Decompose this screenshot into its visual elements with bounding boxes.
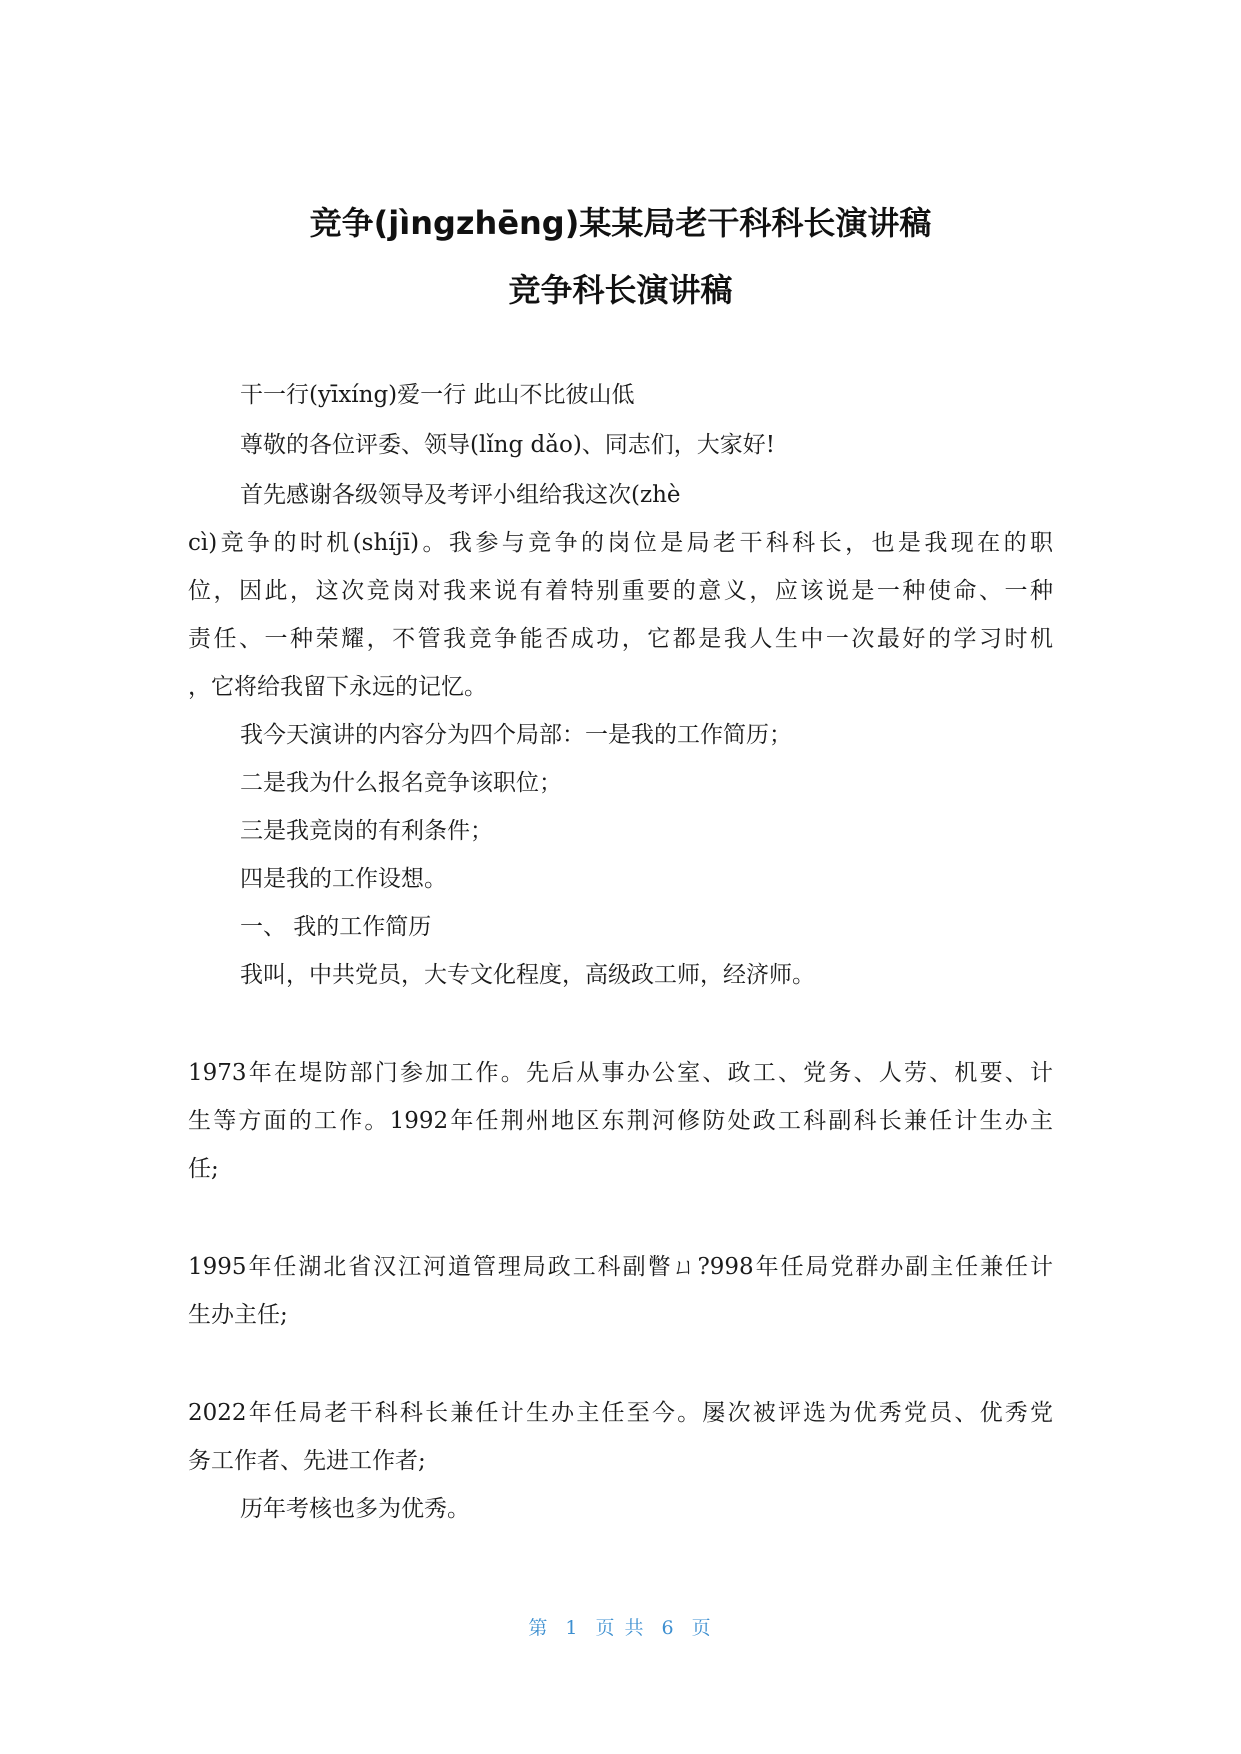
body-line: 我今天演讲的内容分为四个局部：一是我的工作简历；	[240, 722, 792, 748]
body-line: 干一行(yīxíng)爱一行 此山不比彼山低	[240, 382, 635, 408]
body-line: cì)竞争的时机(shíjī)。我参与竞争的岗位是局老干科科长，也是我现在的职	[188, 530, 1053, 556]
body-line: 1973年在堤防部门参加工作。先后从事办公室、政工、党务、人劳、机要、计	[188, 1060, 1053, 1086]
body-line: 尊敬的各位评委、领导(lǐng dǎo)、同志们，大家好!	[240, 432, 776, 458]
footer-label: 第	[528, 1617, 550, 1639]
total-pages-number: 6	[661, 1617, 676, 1639]
page-footer	[0, 1613, 1241, 1640]
footer-label: 页	[691, 1617, 713, 1639]
body-line: 位，因此，这次竞岗对我来说有着特别重要的意义，应该说是一种使命、一种	[188, 578, 1053, 604]
body-line: 生等方面的工作。1992年任荆州地区东荆河修防处政工科副科长兼任计生办主	[188, 1108, 1053, 1134]
body-line: 我叫，中共党员，大专文化程度，高级政工师，经济师。	[240, 962, 815, 988]
footer-label: 页 共	[595, 1617, 646, 1639]
body-line: ，它将给我留下永远的记忆。	[188, 674, 487, 700]
body-line: 务工作者、先进工作者;	[188, 1448, 426, 1474]
current-page-number: 1	[565, 1617, 580, 1639]
body-line: 三是我竞岗的有利条件；	[240, 818, 493, 844]
body-line: 2022年任局老干科科长兼任计生办主任至今。屡次被评选为优秀党员、优秀党	[188, 1400, 1053, 1426]
document-title: 竞争(jìngzhēng)某某局老干科科长演讲稿	[309, 204, 932, 242]
section-heading: 一、 我的工作简历	[240, 914, 432, 940]
body-line: 历年考核也多为优秀。	[240, 1496, 470, 1522]
body-line: 首先感谢各级领导及考评小组给我这次(zhè	[240, 482, 681, 508]
body-line: 责任、一种荣耀，不管我竞争能否成功，它都是我人生中一次最好的学习时机	[188, 626, 1053, 652]
document-subtitle: 竞争科长演讲稿	[508, 271, 733, 309]
body-line: 四是我的工作设想。	[240, 866, 447, 892]
body-line: 生办主任;	[188, 1302, 288, 1328]
body-line: 任;	[188, 1156, 219, 1182]
body-line: 二是我为什么报名竞争该职位；	[240, 770, 562, 796]
body-line: 1995年任湖北省汉江河道管理局政工科副瞥ㄩ?998年任局党群办副主任兼任计	[188, 1254, 1053, 1280]
